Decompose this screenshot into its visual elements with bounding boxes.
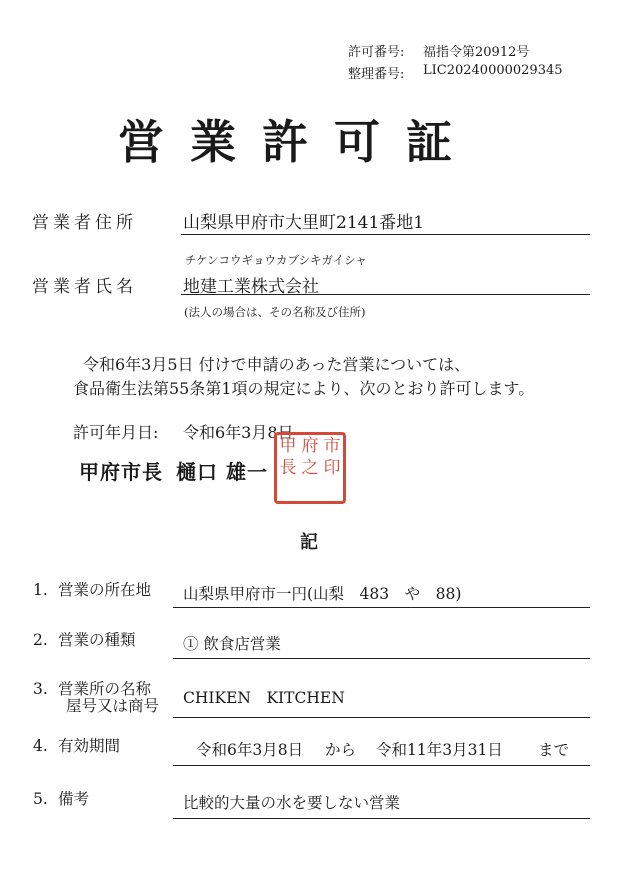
item-3-label-line-1: 営業所の名称 xyxy=(58,680,152,698)
name-kana: チケンコウギョウカブシキガイシャ xyxy=(185,253,367,267)
item-4-value-from: 令和6年3月8日 xyxy=(196,741,304,759)
seal-char: 甲 xyxy=(279,435,297,456)
item-5-label: 備考 xyxy=(58,790,90,808)
issuer-title: 甲府市長 xyxy=(79,460,163,484)
ki-heading: 記 xyxy=(300,532,318,553)
item-3-label-line-2: 屋号又は商号 xyxy=(66,697,160,715)
seal-char: 之 xyxy=(301,457,319,478)
item-5-number: 5. xyxy=(33,790,48,808)
address-label: 営業者住所 xyxy=(32,213,137,233)
name-label: 営業者氏名 xyxy=(32,277,137,297)
item-1-number: 1. xyxy=(33,581,48,599)
address-underline xyxy=(181,234,590,235)
item-5-value: 比較的大量の水を要しない営業 xyxy=(183,794,401,812)
statement-line-2: 食品衛生法第55条第1項の規定により、次のとおり許可します。 xyxy=(73,379,535,398)
item-2-value: ① 飲食店営業 xyxy=(183,635,281,653)
seal-char: 市 xyxy=(323,435,341,456)
reference-number-label: 整理番号: xyxy=(348,67,405,82)
name-note: (法人の場合は、その名称及び住所) xyxy=(184,305,366,319)
official-seal-stamp xyxy=(274,432,346,504)
item-1-underline xyxy=(173,607,590,608)
issuer-name: 樋口 雄一 xyxy=(176,460,268,484)
permit-date-value: 令和6年3月8日 xyxy=(183,423,294,442)
permit-date-label: 許可年月日: xyxy=(73,423,159,442)
item-1-value: 山梨県甲府市一円(山梨 483 や 88) xyxy=(183,585,462,603)
name-value: 地建工業株式会社 xyxy=(183,277,319,297)
permit-number-value: 福指令第20912号 xyxy=(423,45,530,60)
item-4-value-until: まで xyxy=(538,741,570,759)
seal-char: 印 xyxy=(323,457,341,478)
item-2-underline xyxy=(173,658,590,659)
item-4-label: 有効期間 xyxy=(58,737,121,755)
item-4-value-connector: から xyxy=(325,741,357,759)
item-4-number: 4. xyxy=(33,737,48,755)
statement-line-1: 令和6年3月5日 付けで申請のあった営業については、 xyxy=(83,355,471,374)
item-5-underline xyxy=(173,818,590,819)
item-2-label: 営業の種類 xyxy=(58,631,136,649)
item-1-label: 営業の所在地 xyxy=(58,581,152,599)
permit-number-label: 許可番号: xyxy=(348,45,405,60)
document-title: 営業許可証 xyxy=(118,115,478,169)
seal-char: 長 xyxy=(279,457,297,478)
item-4-value-to: 令和11年3月31日 xyxy=(376,741,503,759)
reference-number-value: LIC20240000029345 xyxy=(423,63,563,78)
item-3-value: CHIKEN KITCHEN xyxy=(183,689,345,707)
item-4-underline xyxy=(173,765,590,766)
item-3-underline xyxy=(173,717,590,718)
item-3-number: 3. xyxy=(33,680,48,698)
name-underline xyxy=(181,294,590,295)
address-value: 山梨県甲府市大里町2141番地1 xyxy=(183,213,425,233)
seal-char: 府 xyxy=(301,435,319,456)
item-2-number: 2. xyxy=(33,631,48,649)
